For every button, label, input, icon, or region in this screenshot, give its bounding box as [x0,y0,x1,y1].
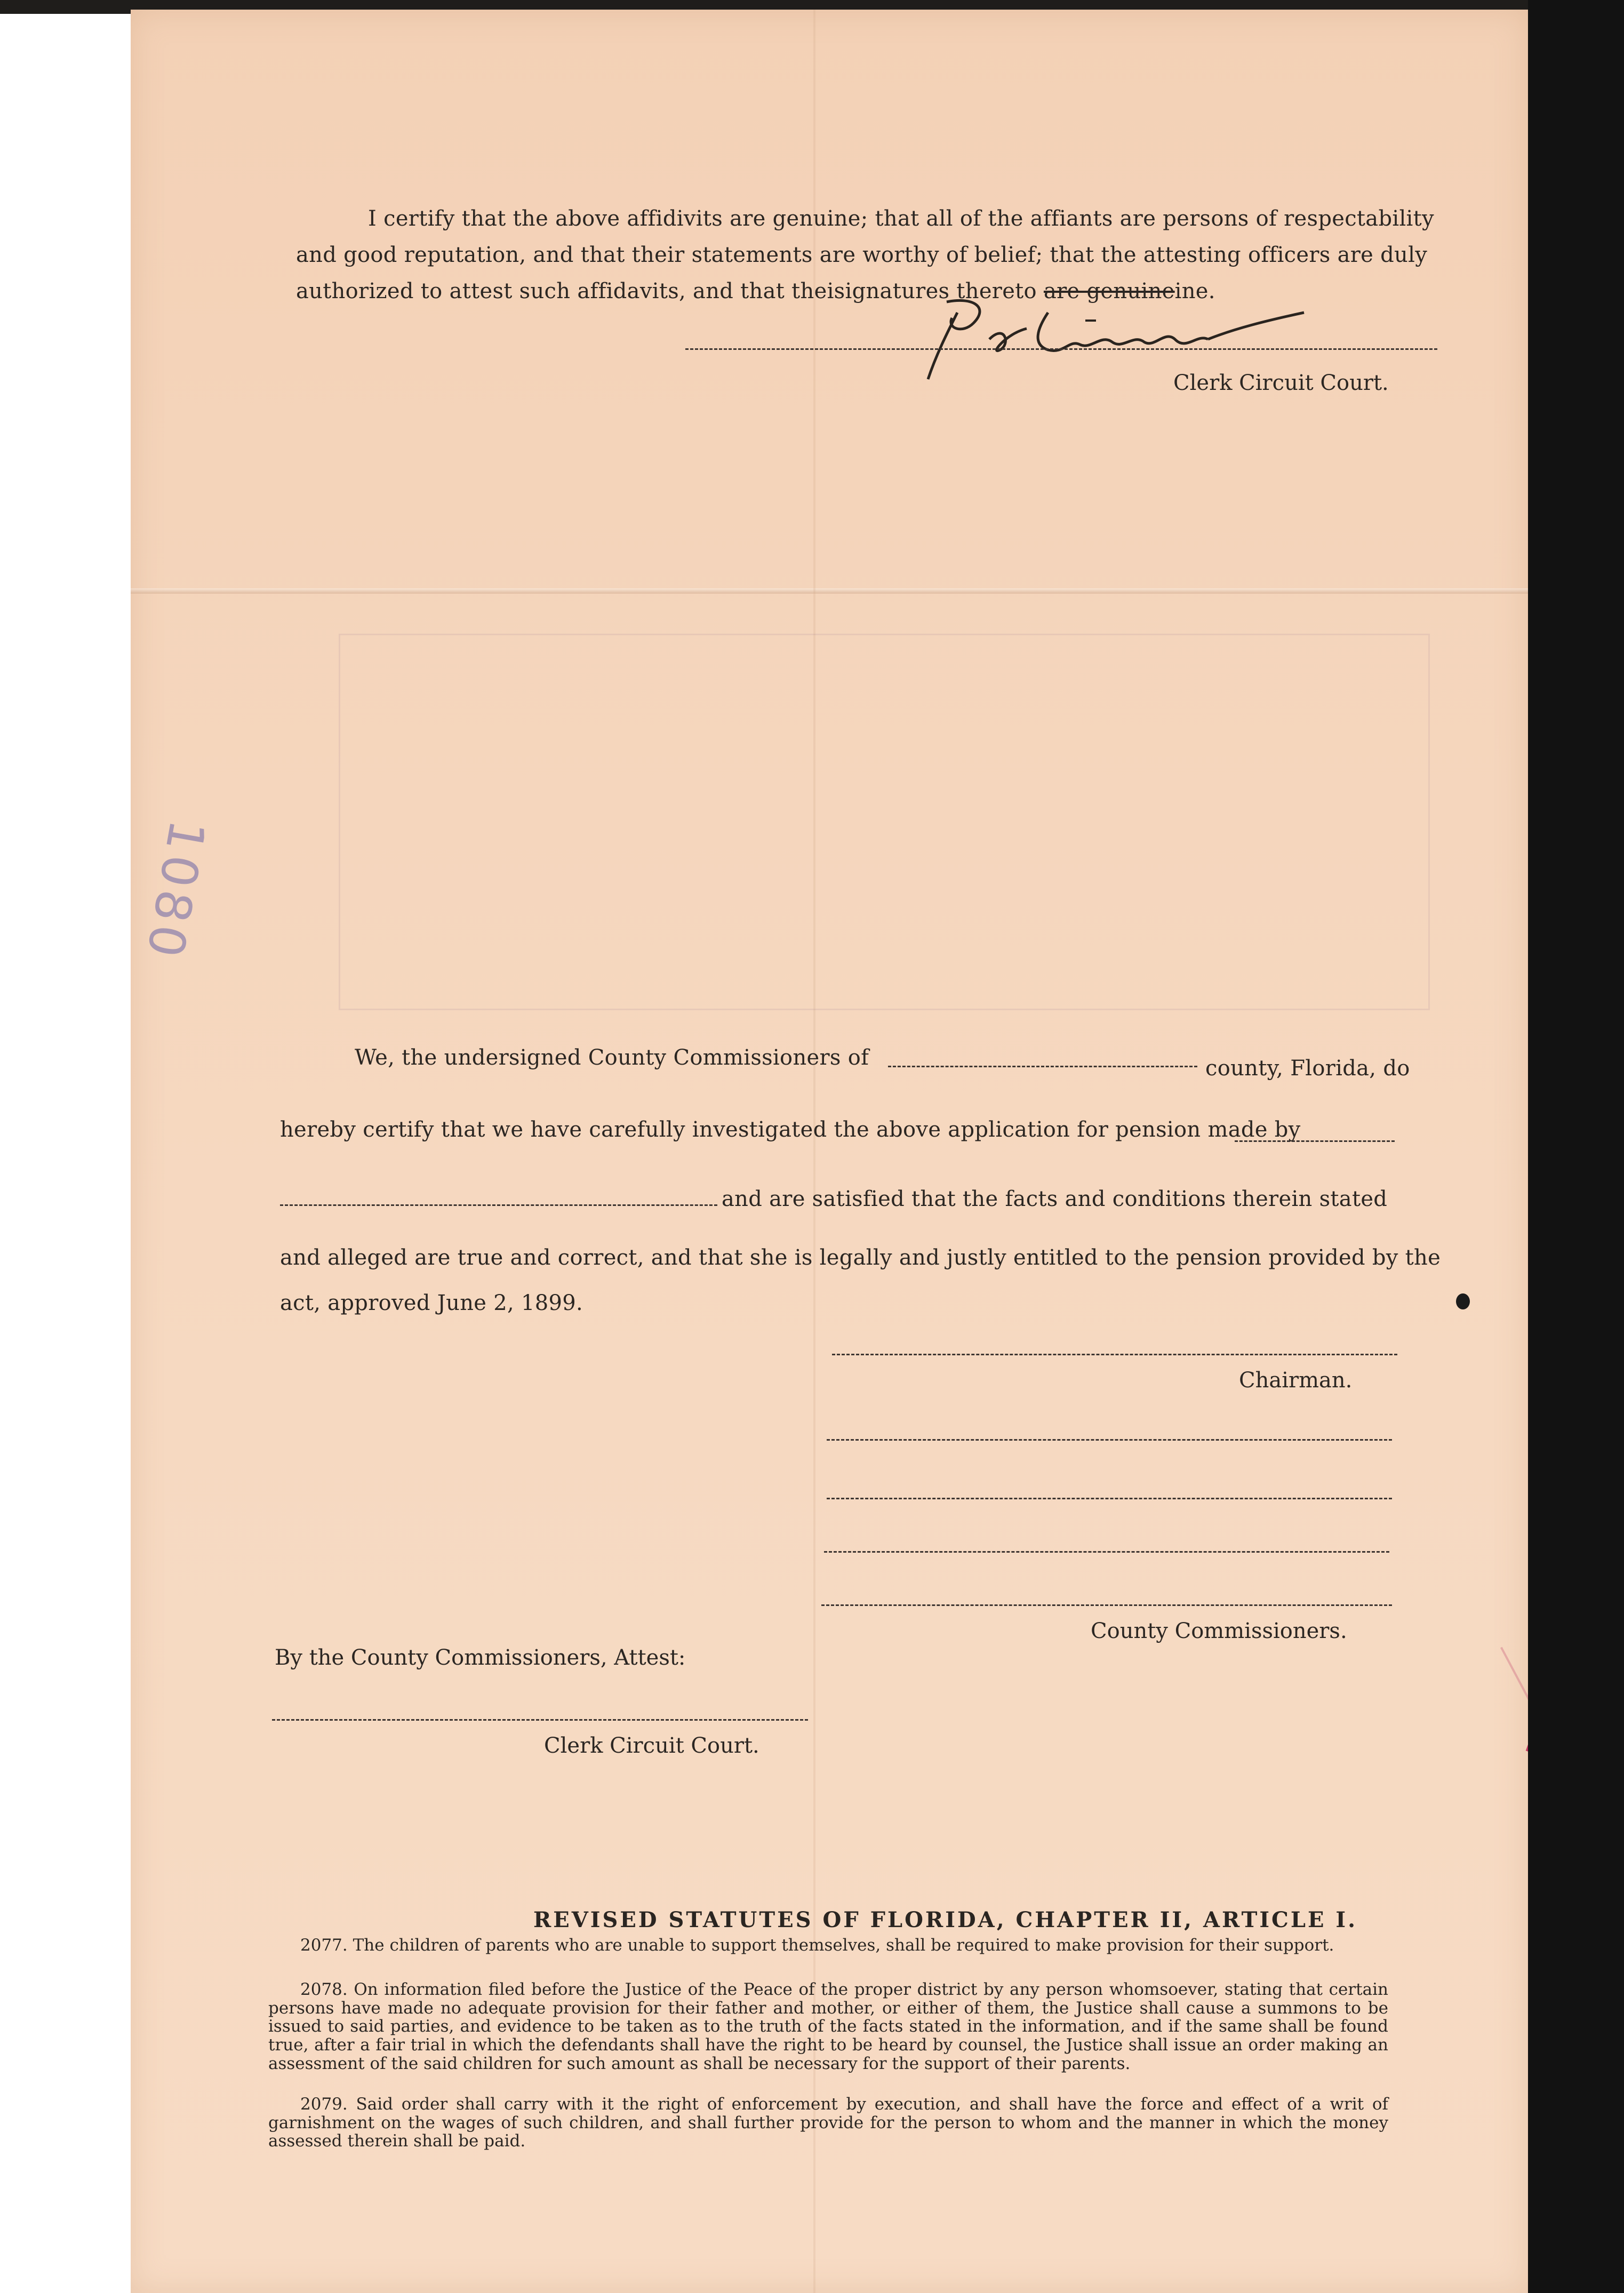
ink-blot [1456,1293,1470,1309]
chairman-label: Chairman. [1239,1368,1353,1393]
county-commissioners-label: County Commissioners. [1091,1619,1347,1643]
attest-label: By the County Commissioners, Attest: [275,1645,686,1670]
applicant-name-blank-1 [1235,1140,1395,1142]
statute-2079: 2079. Said order shall carry with it the right of enforcement by execution, and shall have the force and effect of a writ of garnishment on the wages of such children, and shall further provide for the person to whom and the manner in which the money assessed therein shall be paid. [268,2095,1388,2151]
commissioners-line-2: hereby certify that we have carefully investigated the above application for pension made by [280,1117,1301,1142]
attest-clerk-signature-line [272,1719,808,1721]
commissioners-line-5: act, approved June 2, 1899. [280,1291,583,1315]
chairman-signature-line [832,1354,1397,1355]
clerk-signature-line [685,348,1437,350]
certify-line-1: I certify that the above affidivits are genuine; that all of the affiants are persons of respectability [368,206,1434,231]
certify-line-3a: authorized to attest such affidavits, and that thei [296,279,834,303]
county-name-blank [888,1066,1197,1067]
certify-struck-text: are genuine [1043,279,1175,303]
scan-edge-right [1528,0,1624,2293]
paper-fold-horizontal [131,588,1528,594]
statute-2078: 2078. On information filed before the Justice of the Peace of the proper district by any person whomsoever, stating that certain persons have made no adequate provision for their father and mother, or either of them, the Justice shall cause a summons to be issued to said parties, and evidence to be taken as to the truth of the facts stated in the information, and if the same shall be found true, after a fair trial in which the defendants shall have the right to be heard by counsel, the Justice shall issue an order making an assessment of the said children for such amount as shall be necessary for the support of their parents. [268,1980,1388,2073]
applicant-name-blank-2 [280,1204,717,1206]
commissioners-line-1b: county, Florida, do [1205,1056,1410,1081]
commissioner-signature-line-1 [827,1439,1392,1441]
commissioner-signature-line-3 [824,1551,1389,1553]
commissioners-line-4: and alleged are true and correct, and that she is legally and justly entitled to the pension provided by the [280,1245,1441,1270]
commissioners-line-3: and are satisfied that the facts and conditions therein stated [722,1187,1388,1211]
bleed-through-box [339,634,1430,1010]
commissioners-line-1a: We, the undersigned County Commissioners of [355,1045,869,1070]
document-page [131,10,1528,2293]
certify-line-3c: ine. [1174,279,1215,303]
statute-2077: 2077. The children of parents who are unable to support themselves, shall be required to make provision for their support. [300,1936,1334,1955]
pink-mark [1526,1738,1528,1752]
commissioner-signature-line-2 [827,1498,1392,1499]
clerk-circuit-court-label: Clerk Circuit Court. [1173,371,1389,395]
commissioner-signature-line-4 [821,1604,1392,1606]
scan-margin-left [0,0,32,2293]
attest-clerk-label: Clerk Circuit Court. [544,1733,759,1758]
stamp-number: 1080 [135,816,216,966]
certify-line-2: and good reputation, and that their statements are worthy of belief; that the attesting officers are duly [296,243,1428,267]
pink-pencil-stroke [1500,1647,1528,1733]
clerk-signature [925,291,1309,382]
certify-line-3b: signatures thereto [834,279,1044,303]
statutes-heading: REVISED STATUTES OF FLORIDA, CHAPTER II, ARTICLE I. [533,1907,1358,1932]
